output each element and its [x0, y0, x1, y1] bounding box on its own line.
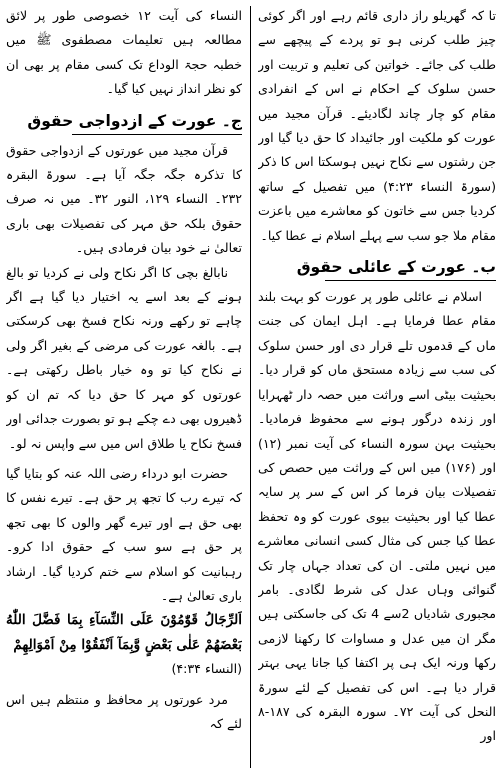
verse-reference: (النساء ۴:۳۴) — [171, 661, 242, 677]
right-column — [258, 4, 496, 772]
section-heading-text: ب۔ عورت کے عائلی حقوق — [296, 258, 496, 277]
section-heading — [6, 104, 242, 135]
section-heading — [258, 250, 496, 281]
heading-underline — [72, 134, 242, 135]
heading-underline — [325, 280, 496, 281]
section-heading-text: ج۔ عورت کے ازدواجی حقوق — [27, 111, 242, 130]
paragraph: قرآن مجید میں عورتوں کے ازدواجی حقوق کا تذکرہ جگہ جگہ آیا ہے۔ سورۃ البقرہ ۲۳۲۔ النساء ۱۲۹، النور ۳۲۔ میں نہ صرف حقوق بلکہ حق مہر کی تفصیلات بھی باری تعالیٰ نے خود بیان فرمادی ہیں۔ — [6, 142, 242, 256]
paragraph: نابالغ بچی کا اگر نکاح ولی نے کردیا تو بالغ ہونے کے بعد اسے یہ اختیار دیا گیا ہے اگر چاہے تو رکھے ورنہ نکاح فسخ بھی کرسکتی ہے۔ بالغہ عورت کی مرضی کے بغیر اگر ولی نے نکاح کیا تو وہ خیار باطل رکھتی ہے۔ عورتوں کو مہر کا حق دیا کہ تم ان کو ڈھیروں بھی دے چکے ہو تو بصورت جدائی اور فسخ نکاح یا طلاق اس میں سے واپس نہ لو۔ — [6, 264, 242, 451]
paragraph: تا کہ گھریلو راز داری قائم رہے اور اگر کوئی چیز طلب کرنی ہو تو پردے کے پیچھے سے طلب کی جائے۔ خواتین کی تعلیم و تربیت اور حسن سلوک کے احکام نے اس کے انفرادی مقام کو چار چاند لگادیئے۔ قرآن مجید میں عورت کو ملکیت اور جائیداد کا حق دیا گیا اور جن رشتوں سے نکاح نہیں ہوسکتا اس کا ذکر (سورۃ النساء ۴:۲۳) میں تفصیل کے ساتھ کردیا جس سے خاتون کو معاشرے میں باعزت مقام ملا جو سب سے پہلے اسلام نے عطا کیا۔ — [258, 8, 496, 243]
quran-verse: اَلرِّجَالُ قَوّٰمُوْنَ عَلَى النِّسَآءِ بِمَا فَضَّلَ اللّٰهُ بَعْضَهُمْ عَلٰى بَعْضٍ وَّبِمَآ اَنْفَقُوْا مِنْ اَمْوَالِهِمْ — [6, 612, 242, 653]
paragraph: النساء کی آیت ۱۲ خصوصی طور پر لائق مطالعہ ہیں تعلیمات مصطفوی ﷺ میں خطبہ حجۃ الوداع تک کسی مقام پر بھی ان کو نظر انداز نہیں کیا گیا۔ — [6, 8, 242, 97]
paragraph: مرد عورتوں پر محافظ و منتظم ہیں اس لئے کہ — [6, 691, 242, 731]
paragraph: حضرت ابو درداء رضی اللہ عنہ کو بتایا گیا کہ تیرے رب کا تجھ پر حق ہے۔ تیرے نفس کا بھی حق ہے اور تیرے گھر والوں کا بھی تجھ پر حق ہے سو سب کے حقوق ادا کرو۔ رہبانیت کو اسلام سے ختم کردیا گیا۔ ارشاد باری تعالیٰ ہے۔ — [6, 465, 242, 603]
paragraph: اسلام نے عائلی طور پر عورت کو بہت بلند مقام عطا فرمایا ہے۔ اہل ایمان کی جنت ماں کے قدموں تلے قرار دی اور حسن سلوک کی سب سے زیادہ مستحق ماں کو قرار دیا۔ بحیثیت بیٹی اسے وراثت میں حصہ دار ٹھہرایا اور زندہ درگور ہونے سے محفوظ فرمادیا۔ بحیثیت بہن سورہ النساء کی آیت نمبر (۱۲) اور (۱۷۶) میں اس کے وراثت میں حصص کی تفصیلات بیان فرما کر اس کے سر پر سایہ عطا کیا اور بحیثیت بیوی عورت کو وہ تحفظ عطا کیا جس کی مثال کسی انسانی معاشرے میں نہیں ملتی۔ ان کی تعداد جہاں چار تک گنوائی وہاں عدل کی شرط لگادی۔ بامر مجبوری شادیاں 2سے 4 تک کی جاسکتی ہیں مگر ان میں عدل و مساوات کا رکھنا لازمی رکھا ورنہ ایک ہی پر اکتفا کیا جانا یہی بہتر قرار دیا ہے۔ اس کی تفصیل کے لئے سورۃ النحل کی آیت ۷۲۔ سورہ البقرہ کی ۱۸۷-۸ اور — [258, 289, 496, 744]
left-column — [6, 4, 242, 772]
column-divider — [250, 6, 251, 768]
